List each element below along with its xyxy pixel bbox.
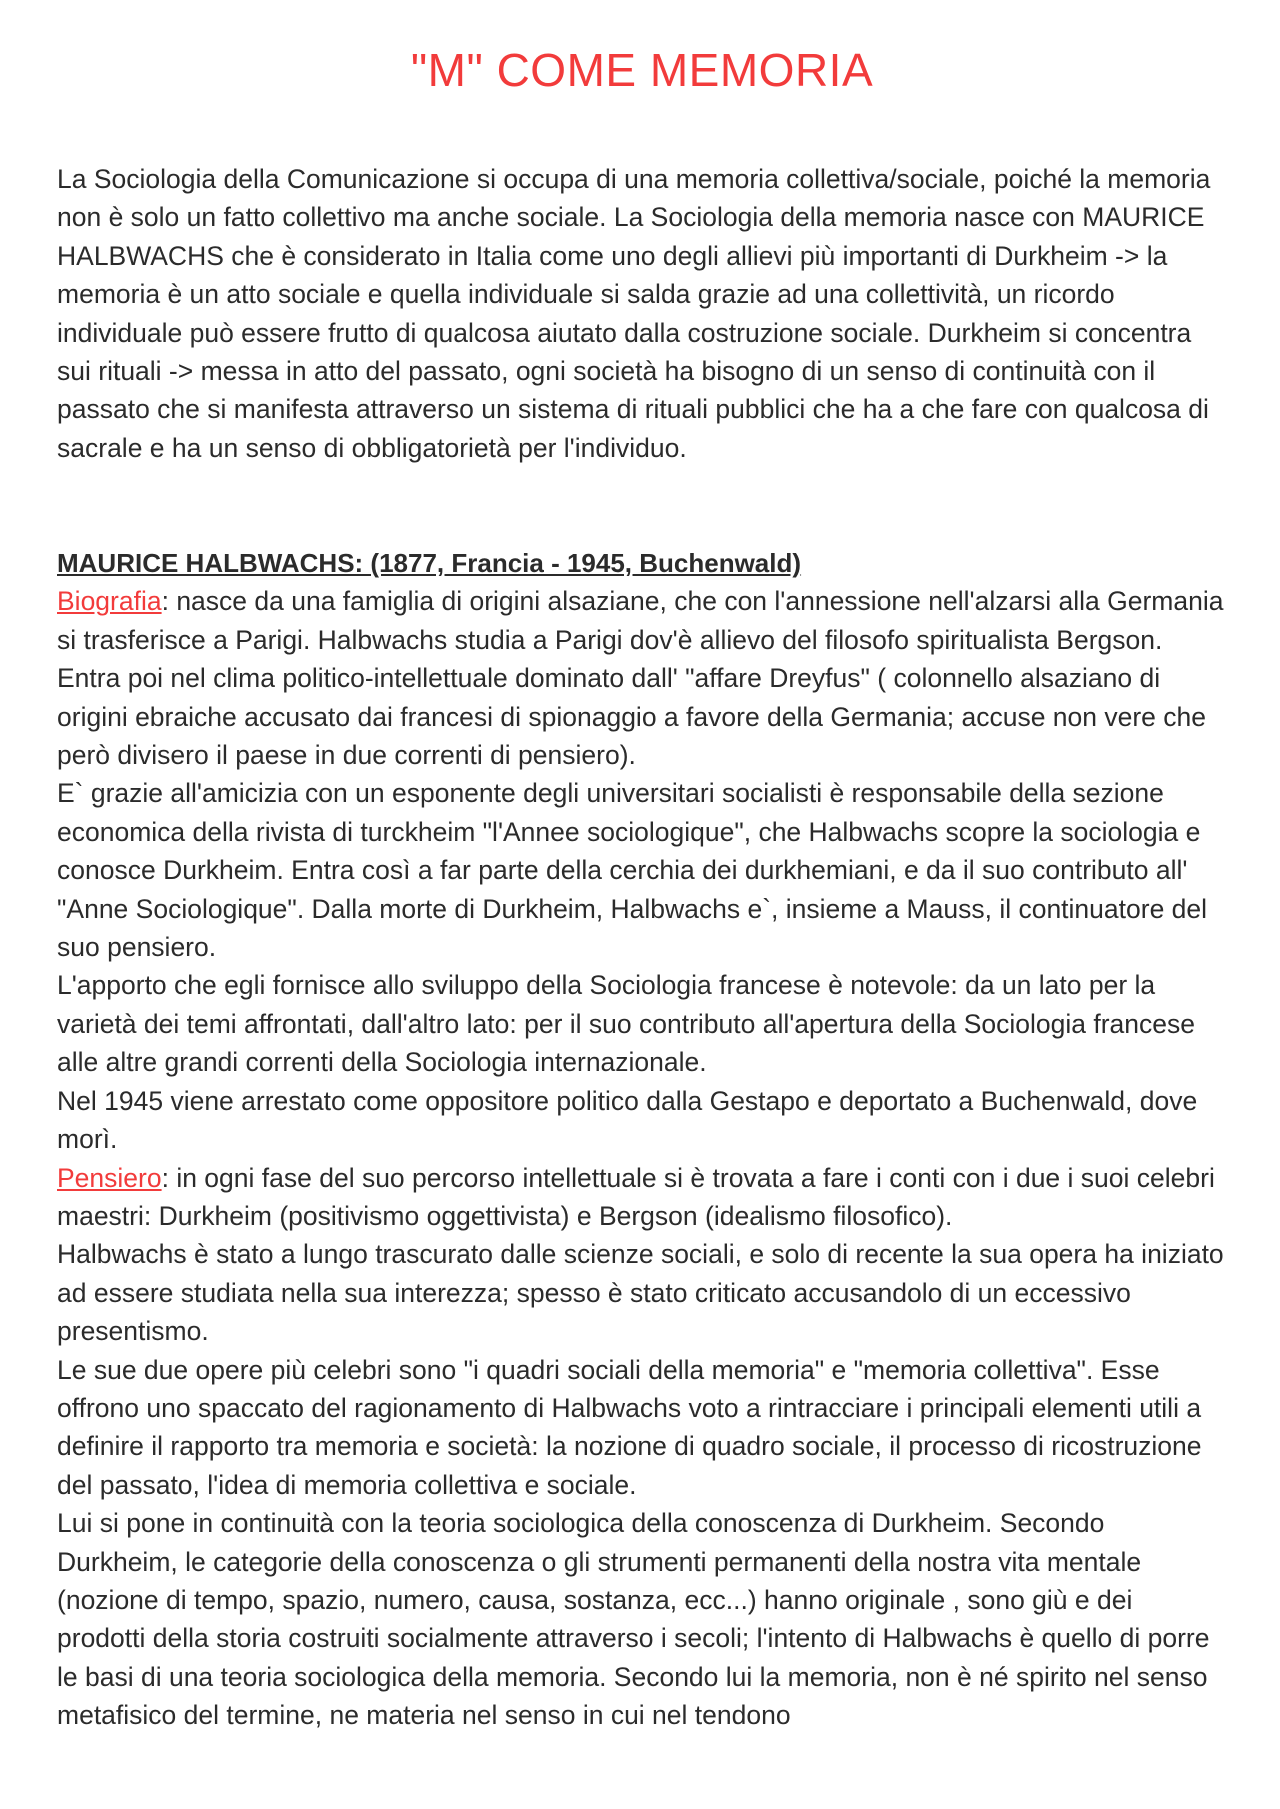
page-title: "M" COME MEMORIA (410, 44, 874, 96)
pensiero-paragraph (57, 1159, 1227, 1236)
pensiero-text: : in ogni fase del suo percorso intellettuale si è trovata a fare i conti con i due i suoi celebri maestri: Durkheim (positivismo oggettivista) e Bergson (idealismo filosofico). (57, 1162, 1215, 1231)
bio-paragraph: L'apporto che egli fornisce allo sviluppo della Sociologia francese è notevole: da un lato per la varietà dei temi affrontati, dall'altro lato: per il suo contributo all'apertura della Sociologia francese alle altre grandi correnti della Sociologia internazionale. (57, 970, 1195, 1078)
biografia-text: : nasce da una famiglia di origini alsaziane, che con l'annessione nell'alzarsi alla Germania si trasferisce a Parigi. Halbwachs studia a Parigi dov'è allievo del filosofo spiritualista Bergson. (57, 586, 1224, 655)
biografia-label[interactable]: Biografia (57, 586, 162, 617)
biografia-paragraph (57, 582, 1227, 659)
pensiero-body-paragraph: Lui si pone in continuità con la teoria sociologica della conoscenza di Durkheim. Secondo Durkheim, le categorie della conoscenza o gli strumenti permanenti della nostra vita mentale (nozione di tempo, spazio, numero, causa, sostanza, ecc...) hanno originale , sono giù e dei prodotti della storia costruiti socialmente attraverso i secoli; l'intento di Halbwachs è quello di porre le basi di una teoria sociologica della memoria. Secondo lui la memoria, non è né spirito nel senso metafisico del termine, ne materia nel senso in cui nel tendono (57, 1508, 1210, 1731)
halbwachs-section (57, 544, 1227, 1735)
section-heading: MAURICE HALBWACHS: (1877, Francia - 1945, Buchenwald) (57, 548, 802, 578)
bio-paragraph: Nel 1945 viene arrestato come oppositore politico dalla Gestapo e deportato a Buchenwald, dove morì. (57, 1085, 1198, 1155)
intro-paragraph: La Sociologia della Comunicazione si occupa di una memoria collettiva/sociale, poiché la memoria non è solo un fatto collettivo ma anche sociale. La Sociologia della memoria nasce con MAURICE HALBWACHS che è considerato in Italia come uno degli allievi più importanti di Durkheim -> la memoria è un atto sociale e quella individuale si salda grazie ad una collettività, un ricordo individuale può essere frutto di qualcosa aiutato dalla costruzione sociale. Durkheim si concentra sui rituali -> messa in atto del passato, ogni società ha bisogno di un senso di continuità con il passato che si manifesta attraverso un sistema di rituali pubblici che ha a che fare con qualcosa di sacrale e ha un senso di obbligatorietà per l'individuo. (57, 164, 1211, 463)
bio-paragraph: E` grazie all'amicizia con un esponente degli universitari socialisti è responsabile della sezione economica della rivista di turckheim "l'Annee sociologique", che Halbwachs scopre la sociologia e conosce Durkheim. Entra così a far parte della cerchia dei durkhemiani, e da il suo contributo all' "Anne Sociologique". Dalla morte di Durkheim, Halbwachs e`, insieme a Mauss, il continuatore del suo pensiero. (57, 778, 1208, 963)
pensiero-body-paragraph: Le sue due opere più celebri sono "i quadri sociali della memoria" e "memoria collettiva". Esse offrono uno spaccato del ragionamento di Halbwachs voto a rintracciare i principali elementi utili a definire il rapporto tra memoria e società: la nozione di quadro sociale, il processo di ricostruzione del passato, l'idea di memoria collettiva e sociale. (57, 1354, 1202, 1500)
pensiero-body-paragraph: Halbwachs è stato a lungo trascurato dalle scienze sociali, e solo di recente la sua opera ha iniziato ad essere studiata nella sua interezza; spesso è stato criticato accusandolo di un eccessivo presentismo. (57, 1239, 1224, 1347)
pensiero-label[interactable]: Pensiero (57, 1162, 162, 1193)
bio-paragraph: Entra poi nel clima politico-intellettuale dominato dall' "affare Dreyfus" ( colonnello alsaziano di origini ebraiche accusato dai francesi di spionaggio a favore della Germania; accuse non vere che però divisero il paese in due correnti di pensiero). (57, 663, 1207, 771)
document-page (57, 0, 1227, 1731)
